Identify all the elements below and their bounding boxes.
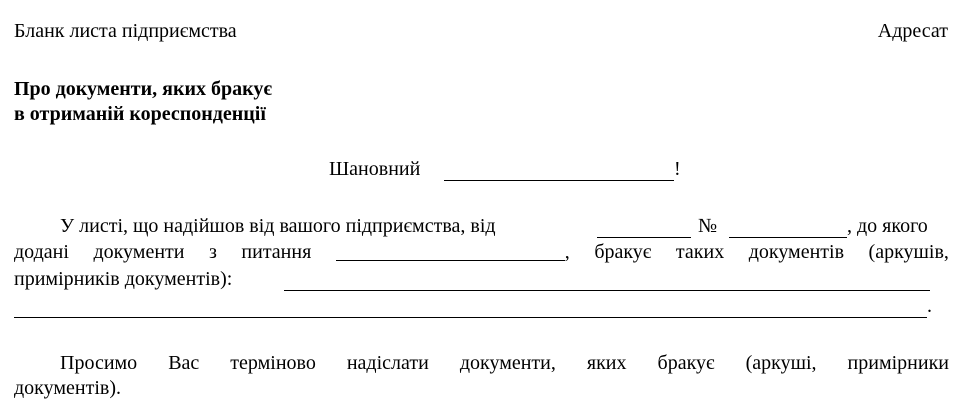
p1-line2-word: документів [748,241,845,263]
p2-line2: документів). [14,377,121,399]
subject-line-2: в отриманій кореспонденції [14,103,266,125]
p1-line2-comma: , [564,241,570,263]
salutation-end: ! [674,158,681,180]
salutation-name-blank [444,180,674,181]
p1-line3-text: примірників документів): [14,268,233,290]
p1-line2-word: (аркушів, [868,241,949,263]
p1-line2-word: додані [14,241,69,263]
p1-line1-text-c: , до якого [847,215,928,237]
letterhead-label: Бланк листа підприємства [14,20,237,42]
topic-blank [336,242,565,261]
p1-line2 [14,240,949,264]
p1-line2-word: таких [675,241,725,263]
p1-line2-word: бракує [594,241,652,263]
p1-line2-word: документи [93,241,185,263]
p1-line4-end: . [927,295,932,317]
salutation-text: Шановний [329,158,421,180]
number-blank [729,237,847,238]
p1-line1-text-a: У листі, що надійшов від вашого підприємства, від [60,215,496,237]
subject-line-1: Про документи, яких бракує [14,78,273,100]
addressee-label: Адресат [877,20,948,42]
p1-line2-word: питання [241,241,312,263]
date-blank [597,237,691,238]
missing-docs-blank-1 [284,290,930,291]
missing-docs-blank-2 [14,317,927,318]
p1-number-sign: № [698,215,718,237]
p1-line2-word: з [208,241,217,263]
p2-line1: Просимо Вас терміново надіслати документи, яких бракує (аркуші, примірники [60,352,949,374]
